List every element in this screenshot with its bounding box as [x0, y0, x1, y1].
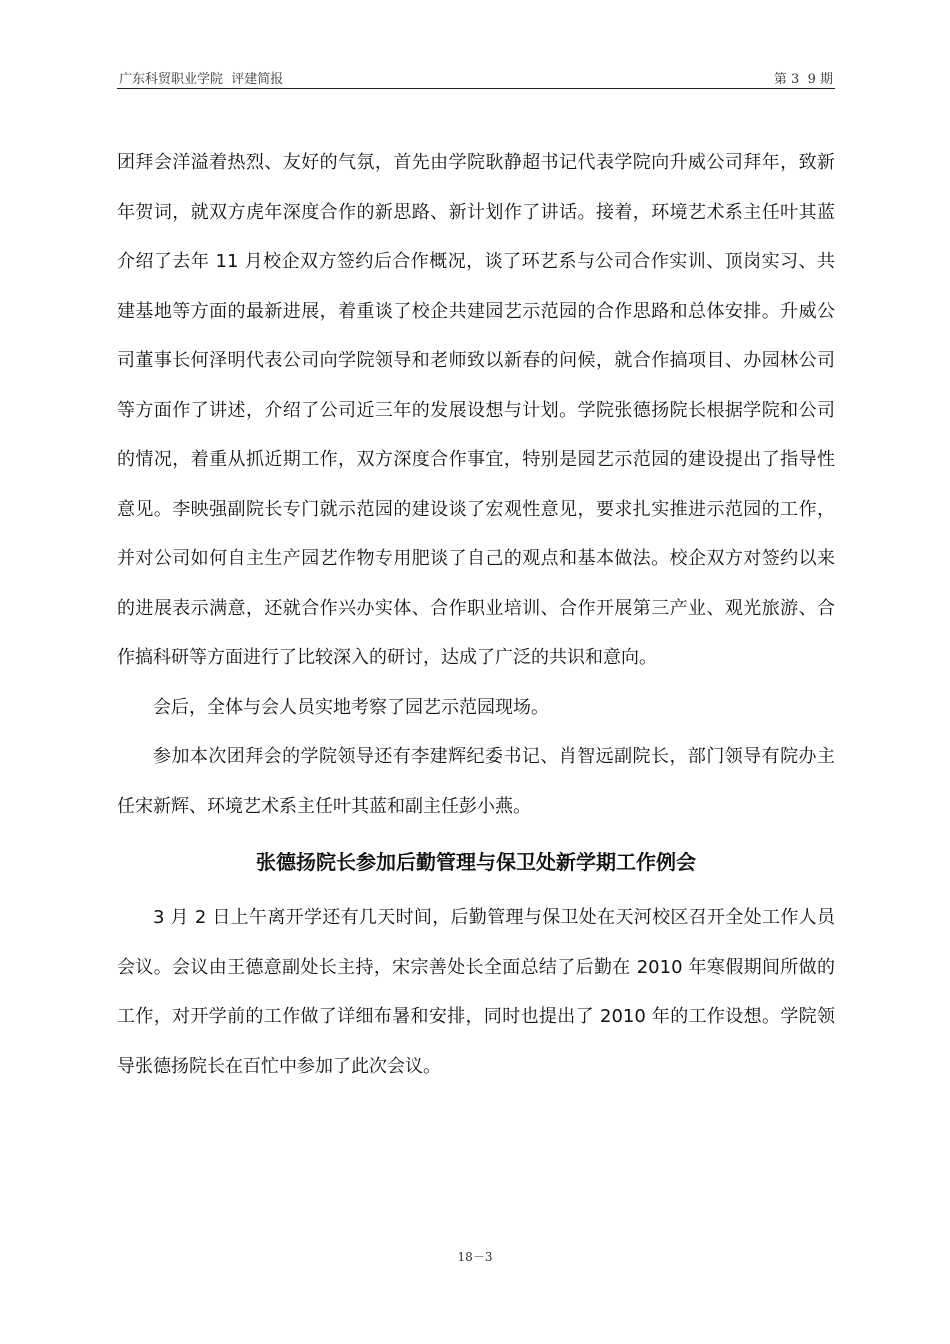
page-number: 18－3: [457, 1250, 493, 1264]
header-issue-number: 第 3 9 期: [773, 72, 833, 87]
paragraph-site-visit: 会后，全体与会人员实地考察了园艺示范园现场。: [153, 696, 549, 718]
page-header: [117, 66, 835, 89]
paragraph-meeting-details: 团拜会洋溢着热烈、友好的气氛，首先由学院耿静超书记代表学院向升威公司拜年，致新年贺词，就双方虎年深度合作的新思路、新计划作了讲话。接着，环境艺术系主任叶其蓝介绍了去年 11 月校企双方签约后合作概况，谈了环艺系与公司合作实训、顶岗实习、共建基地等方面的最新进展，着重谈了校企共建园艺示范园的合作思路和总体安排。升威公司董事长何泽明代表公司向学院领导和老师致以新春的问候，就合作搞项目、办园林公司等方面作了讲述，介绍了公司近三年的发展设想与计划。学院张德扬院长根据学院和公司的情况，着重从抓近期工作，双方深度合作事宜，特别是园艺示范园的建设提出了指导性意见。李映强副院长专门就示范园的建设谈了宏观性意见，要求扎实推进示范园的工作，并对公司如何自主生产园艺作物专用肥谈了自己的观点和基本做法。校企双方对签约以来的进展表示满意，还就合作兴办实体、合作职业培训、合作开展第三产业、观光旅游、合作搞科研等方面进行了比较深入的研讨，达成了广泛的共识和意向。: [117, 152, 835, 668]
header-publication-title: 广东科贸职业学院 评建简报: [119, 72, 284, 87]
paragraph-attendees: 参加本次团拜会的学院领导还有李建辉纪委书记、肖智远副院长，部门领导有院办主任宋新辉、环境艺术系主任叶其蓝和副主任彭小燕。: [117, 746, 835, 817]
section-title: 张德扬院长参加后勤管理与保卫处新学期工作例会: [256, 850, 696, 874]
paragraph-logistics-meeting: 3 月 2 日上午离开学还有几天时间，后勤管理与保卫处在天河校区召开全处工作人员会议。会议由王德意副处长主持，宋宗善处长全面总结了后勤在 2010 年寒假期间所做的工作，对开学前的工作做了详细布暑和安排，同时也提出了 2010 年的工作设想。学院领导张德扬院长在百忙中参加了此次会议。: [117, 907, 835, 1077]
article-body: [117, 138, 835, 1091]
